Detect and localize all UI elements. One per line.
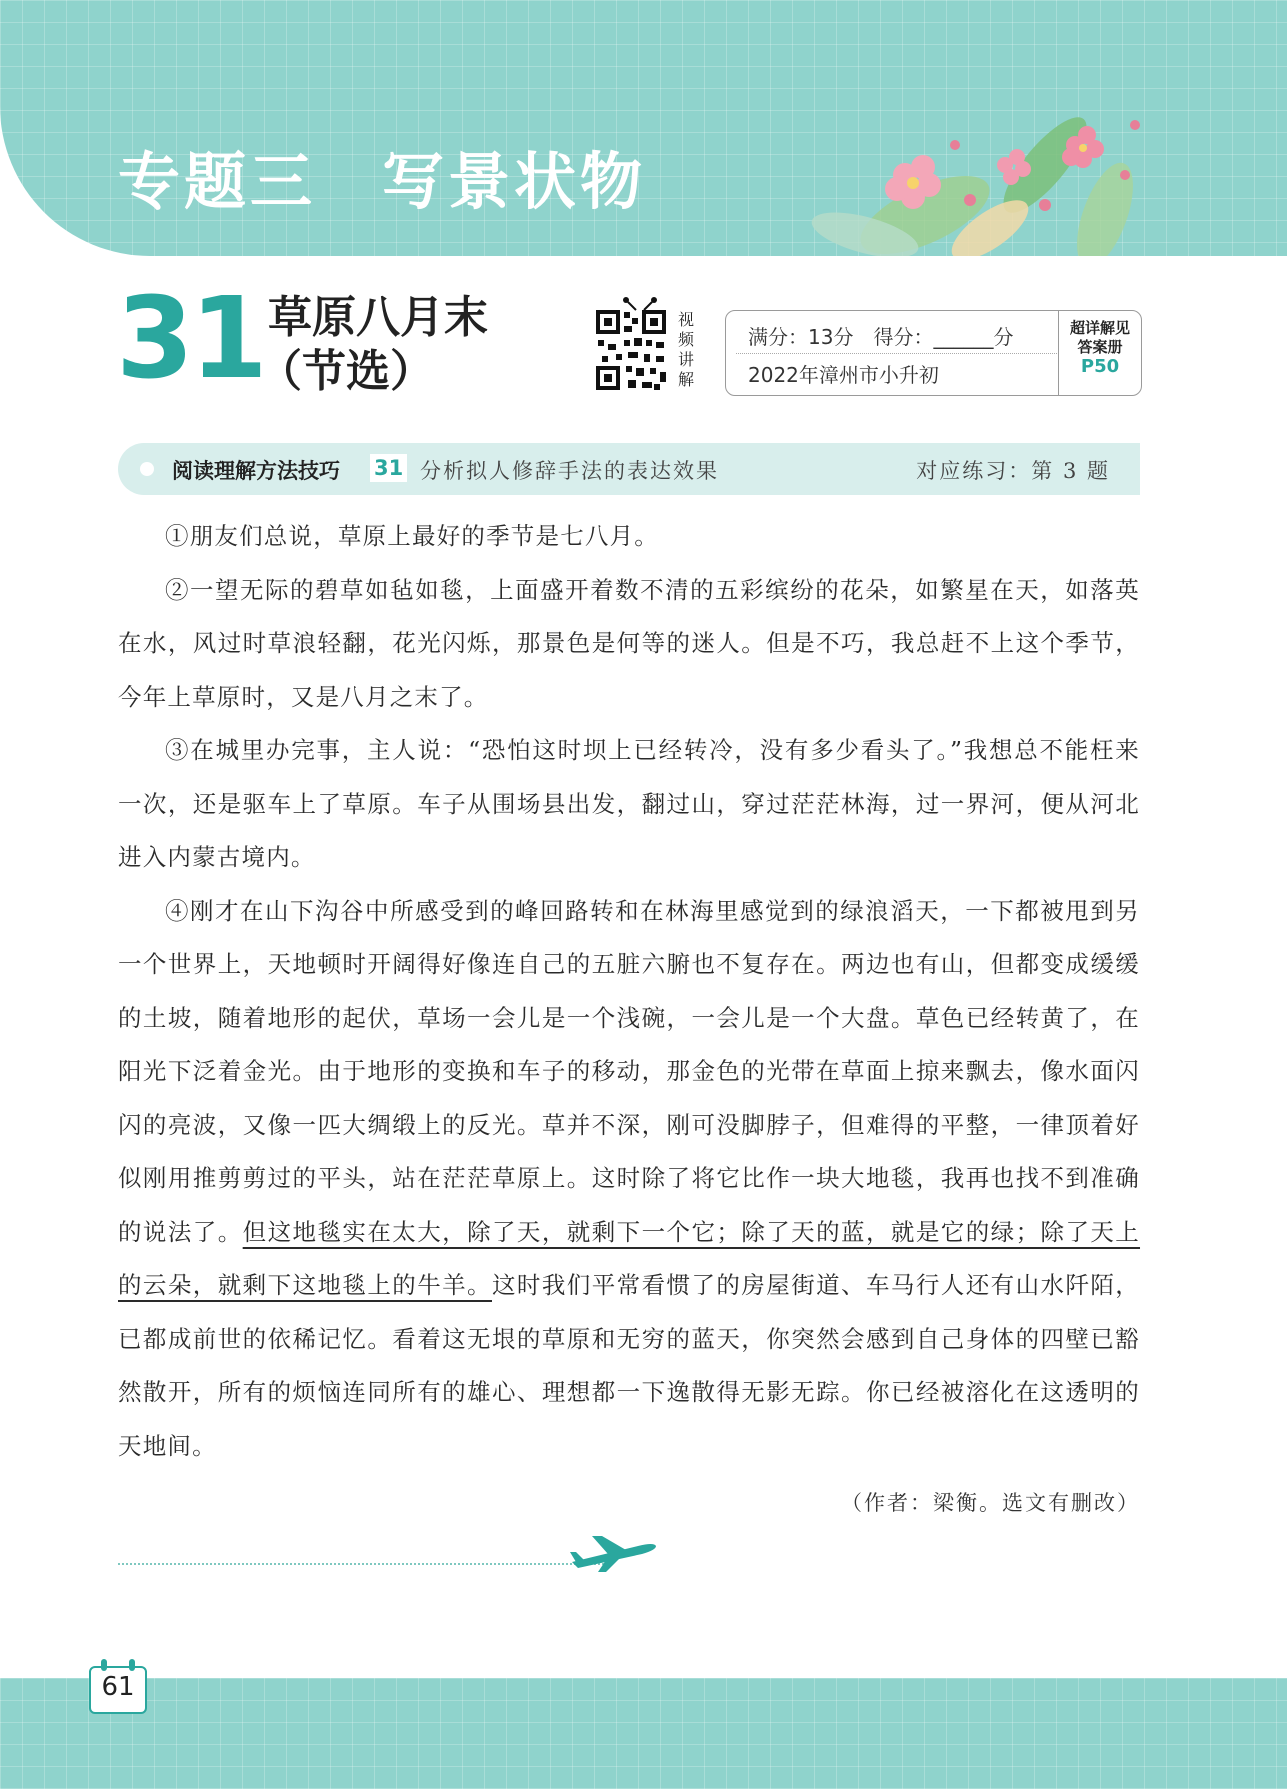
score-box: [725, 310, 1142, 396]
paragraph-4-part-b: 这时我们平常看惯了的房屋街道、车马行人还有山水阡陌，已都成前世的依稀记忆。看着这无垠的草原和无穷的蓝天，你突然会感到自己身体的四壁已豁然散开，所有的烦恼连同所有的雄心、理想都一下逸散得无影无踪。你已经被溶化在这透明的天地间。: [118, 1271, 1141, 1460]
answer-ref-line1: 超详解见: [1069, 319, 1130, 337]
answer-page: P50: [1080, 356, 1120, 377]
underlined-sentence: 但这地毯实在太大，除了天，就剩下一个它；除了天的蓝，就是它的绿；除了天上的云朵，就剩下这地毯上的牛羊。: [118, 1217, 1141, 1299]
paragraph-2: ②一望无际的碧草如毡如毯，上面盛开着数不清的五彩缤纷的花朵，如繁星在天，如落英在水，风过时草浪轻翻，花光闪烁，那景色是何等的迷人。但是不巧，我总赶不上这个季节，今年上草原时，又是八月之末了。: [118, 575, 1140, 711]
attribution: （作者：梁衡。选文有删改）: [841, 1491, 1140, 1515]
paragraph-4: [118, 885, 1140, 1474]
calendar-ring-icon: [129, 1659, 135, 1671]
article-body: [118, 510, 1140, 1533]
paragraph-4-part-a: ④刚才在山下沟谷中所感受到的峰回路转和在林海里感觉到的绿浪滔天，一下都被甩到另一个世界上，天地顿时开阔得好像连自己的五脏六腑也不复存在。两边也有山，但都变成缓缓的土坡，随着地形的起伏，草场一会儿是一个浅碗，一会儿是一个大盘。草色已经转黄了，在阳光下泛着金光。由于地形的变换和车子的移动，那金色的光带在草面上掠来飘去，像水面闪闪的亮波，又像一匹大绸缎上的反光。草并不深，刚可没脚脖子，但难得的平整，一律顶着好似刚用推剪剪过的平头，站在茫茫草原上。这时除了将它比作一块大地毯，我再也找不到准确的说法了。: [118, 896, 1140, 1246]
airplane-icon: [568, 1532, 660, 1574]
bullet-icon: [140, 462, 154, 476]
footer-band: [0, 1678, 1287, 1789]
dotted-divider: [118, 1563, 608, 1565]
score-line: 满分：13分 得分：______分: [748, 325, 1014, 349]
lesson-title: 草原八月末: [268, 292, 488, 343]
paragraph-1: ①朋友们总说，草原上最好的季节是七八月。: [165, 522, 659, 550]
page-badge: [89, 1666, 147, 1714]
score-divider-dotted: [736, 353, 1059, 354]
method-number: 31: [370, 454, 407, 482]
qr-label: 视频讲解: [678, 310, 695, 389]
page-number: 61: [101, 1672, 135, 1702]
lesson-subtitle: （节选）: [258, 346, 434, 397]
method-topic: 分析拟人修辞手法的表达效果: [420, 459, 719, 483]
answer-ref-line2: 答案册: [1077, 338, 1123, 356]
method-practice: 对应练习：第 3 题: [916, 459, 1110, 483]
lesson-number: 31: [116, 274, 264, 404]
answer-reference: [1059, 319, 1141, 376]
method-label: 阅读理解方法技巧: [172, 459, 340, 483]
paragraph-3: ③在城里办完事，主人说：“恐怕这时坝上已经转冷，没有多少看头了。”我想总不能枉来一次，还是驱车上了草原。车子从围场县出发，翻过山，穿过茫茫林海，过一界河，便从河北进入内蒙古境内。: [118, 736, 1140, 871]
unit-title: 专题三 写景状物: [118, 145, 647, 218]
exam-source: 2022年漳州市小升初: [748, 363, 939, 387]
method-bar: [118, 443, 1140, 495]
flower-illustration: [805, 105, 1150, 256]
calendar-ring-icon: [101, 1659, 107, 1671]
